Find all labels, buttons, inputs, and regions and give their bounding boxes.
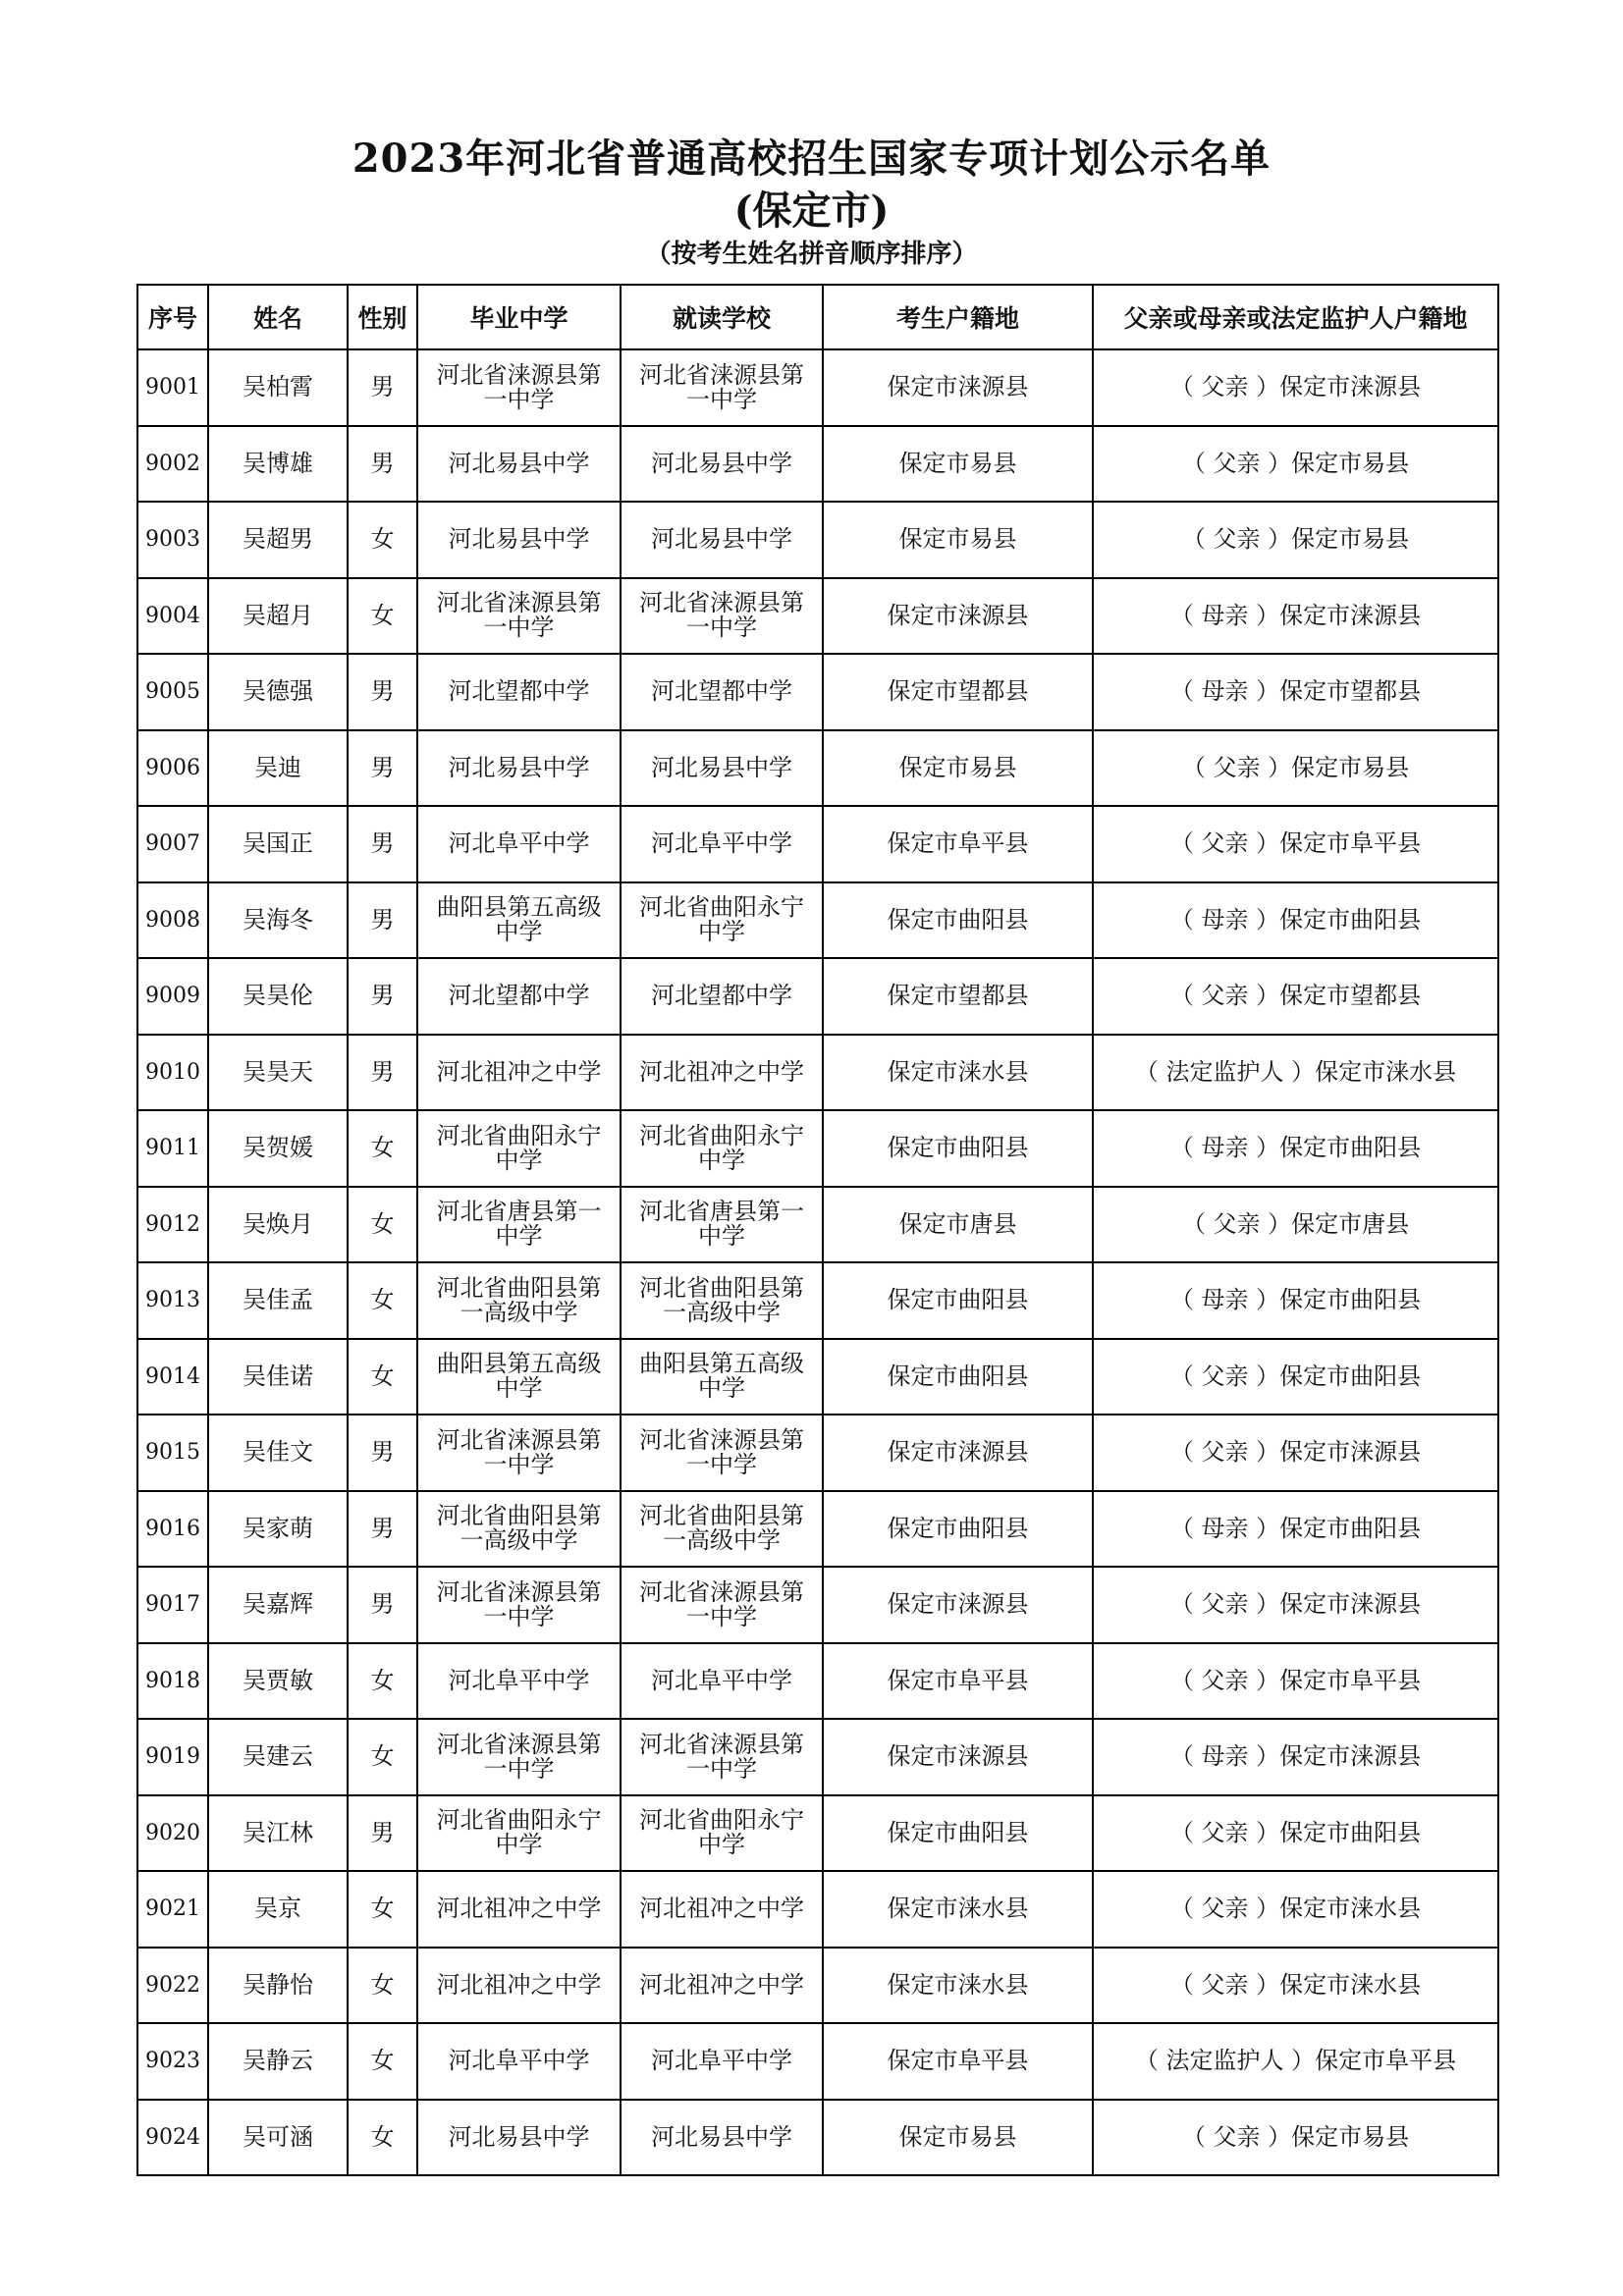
document-title: 2023年河北省普通高校招生国家专项计划公示名单 xyxy=(352,135,1271,182)
cell-index: 9014 xyxy=(137,1339,208,1415)
cell-guardian-hukou: （ 母亲 ）保定市涞源县 xyxy=(1093,578,1498,655)
cell-graduation-school: 河北省涞源县第一中学 xyxy=(417,1567,621,1643)
table-row xyxy=(137,958,1498,1035)
header-index: 序号 xyxy=(137,285,208,349)
cell-guardian-hukou: （ 法定监护人 ）保定市阜平县 xyxy=(1093,2023,1498,2100)
table-row xyxy=(137,1795,1498,1872)
cell-gender: 女 xyxy=(348,1948,417,2024)
cell-current-school: 河北省涞源县第一中学 xyxy=(621,1415,823,1491)
cell-graduation-school: 河北易县中学 xyxy=(417,426,621,503)
cell-graduation-school: 河北望都中学 xyxy=(417,958,621,1035)
cell-guardian-hukou: （ 母亲 ）保定市曲阳县 xyxy=(1093,1110,1498,1187)
cell-graduation-school: 河北阜平中学 xyxy=(417,806,621,882)
cell-current-school: 河北易县中学 xyxy=(621,426,823,503)
cell-current-school: 河北祖冲之中学 xyxy=(621,1035,823,1111)
cell-current-school: 河北祖冲之中学 xyxy=(621,1948,823,2024)
cell-gender: 男 xyxy=(348,958,417,1035)
cell-name: 吴静云 xyxy=(208,2023,348,2100)
cell-index: 9009 xyxy=(137,958,208,1035)
table-row xyxy=(137,806,1498,882)
cell-gender: 男 xyxy=(348,654,417,730)
cell-graduation-school: 曲阳县第五高级中学 xyxy=(417,882,621,959)
cell-graduation-school: 河北阜平中学 xyxy=(417,2023,621,2100)
table-row xyxy=(137,578,1498,655)
table-row xyxy=(137,1567,1498,1643)
cell-index: 9008 xyxy=(137,882,208,959)
table-row xyxy=(137,730,1498,807)
cell-current-school: 河北望都中学 xyxy=(621,958,823,1035)
cell-student-hukou: 保定市阜平县 xyxy=(823,806,1093,882)
cell-guardian-hukou: （ 父亲 ）保定市涞源县 xyxy=(1093,1415,1498,1491)
cell-current-school: 河北省曲阳永宁中学 xyxy=(621,1110,823,1187)
cell-student-hukou: 保定市阜平县 xyxy=(823,1643,1093,1720)
cell-guardian-hukou: （ 父亲 ）保定市涞源县 xyxy=(1093,349,1498,426)
cell-index: 9022 xyxy=(137,1948,208,2024)
cell-guardian-hukou: （ 父亲 ）保定市曲阳县 xyxy=(1093,1339,1498,1415)
table-row xyxy=(137,1339,1498,1415)
cell-current-school: 河北省曲阳永宁中学 xyxy=(621,1795,823,1872)
table-row xyxy=(137,2100,1498,2176)
cell-index: 9011 xyxy=(137,1110,208,1187)
cell-index: 9019 xyxy=(137,1719,208,1795)
cell-guardian-hukou: （ 父亲 ）保定市易县 xyxy=(1093,2100,1498,2176)
cell-index: 9003 xyxy=(137,502,208,578)
cell-student-hukou: 保定市涞水县 xyxy=(823,1948,1093,2024)
cell-graduation-school: 河北省涞源县第一中学 xyxy=(417,1415,621,1491)
cell-gender: 男 xyxy=(348,1795,417,1872)
cell-student-hukou: 保定市曲阳县 xyxy=(823,882,1093,959)
cell-name: 吴贺媛 xyxy=(208,1110,348,1187)
cell-student-hukou: 保定市曲阳县 xyxy=(823,1262,1093,1339)
cell-guardian-hukou: （ 母亲 ）保定市曲阳县 xyxy=(1093,1262,1498,1339)
cell-gender: 女 xyxy=(348,1187,417,1263)
table-row xyxy=(137,1415,1498,1491)
cell-name: 吴静怡 xyxy=(208,1948,348,2024)
header-gender: 性别 xyxy=(348,285,417,349)
cell-index: 9015 xyxy=(137,1415,208,1491)
table-row xyxy=(137,882,1498,959)
cell-guardian-hukou: （ 父亲 ）保定市曲阳县 xyxy=(1093,1795,1498,1872)
cell-guardian-hukou: （ 母亲 ）保定市曲阳县 xyxy=(1093,1491,1498,1568)
cell-graduation-school: 曲阳县第五高级中学 xyxy=(417,1339,621,1415)
table-row xyxy=(137,1187,1498,1263)
cell-index: 9012 xyxy=(137,1187,208,1263)
cell-index: 9002 xyxy=(137,426,208,503)
cell-index: 9013 xyxy=(137,1262,208,1339)
cell-graduation-school: 河北易县中学 xyxy=(417,730,621,807)
cell-student-hukou: 保定市涞源县 xyxy=(823,1567,1093,1643)
cell-student-hukou: 保定市易县 xyxy=(823,2100,1093,2176)
cell-guardian-hukou: （ 父亲 ）保定市涞水县 xyxy=(1093,1948,1498,2024)
table-row xyxy=(137,654,1498,730)
cell-gender: 女 xyxy=(348,1643,417,1720)
cell-name: 吴超男 xyxy=(208,502,348,578)
table-row xyxy=(137,1948,1498,2024)
cell-graduation-school: 河北祖冲之中学 xyxy=(417,1948,621,2024)
cell-current-school: 曲阳县第五高级中学 xyxy=(621,1339,823,1415)
cell-name: 吴京 xyxy=(208,1871,348,1948)
cell-index: 9018 xyxy=(137,1643,208,1720)
cell-name: 吴家萌 xyxy=(208,1491,348,1568)
cell-gender: 女 xyxy=(348,1719,417,1795)
cell-name: 吴佳文 xyxy=(208,1415,348,1491)
cell-gender: 女 xyxy=(348,578,417,655)
cell-index: 9020 xyxy=(137,1795,208,1872)
header-current-school: 就读学校 xyxy=(621,285,823,349)
cell-student-hukou: 保定市涞源县 xyxy=(823,1415,1093,1491)
table-body xyxy=(137,349,1498,2175)
table-row xyxy=(137,502,1498,578)
cell-student-hukou: 保定市曲阳县 xyxy=(823,1795,1093,1872)
cell-gender: 男 xyxy=(348,1491,417,1568)
cell-name: 吴贾敏 xyxy=(208,1643,348,1720)
cell-guardian-hukou: （ 父亲 ）保定市易县 xyxy=(1093,426,1498,503)
cell-name: 吴超月 xyxy=(208,578,348,655)
cell-guardian-hukou: （ 父亲 ）保定市阜平县 xyxy=(1093,806,1498,882)
cell-student-hukou: 保定市曲阳县 xyxy=(823,1110,1093,1187)
cell-index: 9007 xyxy=(137,806,208,882)
table-row xyxy=(137,1719,1498,1795)
cell-index: 9010 xyxy=(137,1035,208,1111)
cell-gender: 男 xyxy=(348,426,417,503)
cell-index: 9023 xyxy=(137,2023,208,2100)
cell-name: 吴嘉辉 xyxy=(208,1567,348,1643)
cell-index: 9001 xyxy=(137,349,208,426)
table-row xyxy=(137,1262,1498,1339)
cell-graduation-school: 河北易县中学 xyxy=(417,502,621,578)
cell-graduation-school: 河北祖冲之中学 xyxy=(417,1871,621,1948)
cell-name: 吴柏霄 xyxy=(208,349,348,426)
cell-current-school: 河北易县中学 xyxy=(621,502,823,578)
cell-guardian-hukou: （ 法定监护人 ）保定市涞水县 xyxy=(1093,1035,1498,1111)
table-row xyxy=(137,1871,1498,1948)
cell-guardian-hukou: （ 母亲 ）保定市曲阳县 xyxy=(1093,882,1498,959)
cell-student-hukou: 保定市涞水县 xyxy=(823,1871,1093,1948)
cell-graduation-school: 河北省涞源县第一中学 xyxy=(417,1719,621,1795)
cell-guardian-hukou: （ 父亲 ）保定市易县 xyxy=(1093,502,1498,578)
cell-student-hukou: 保定市易县 xyxy=(823,426,1093,503)
cell-current-school: 河北省涞源县第一中学 xyxy=(621,1567,823,1643)
cell-guardian-hukou: （ 母亲 ）保定市涞源县 xyxy=(1093,1719,1498,1795)
cell-gender: 男 xyxy=(348,882,417,959)
cell-gender: 男 xyxy=(348,1415,417,1491)
header-guardian-hukou: 父亲或母亲或法定监护人户籍地 xyxy=(1093,285,1498,349)
cell-student-hukou: 保定市涞水县 xyxy=(823,1035,1093,1111)
cell-index: 9021 xyxy=(137,1871,208,1948)
cell-name: 吴江林 xyxy=(208,1795,348,1872)
cell-guardian-hukou: （ 父亲 ）保定市望都县 xyxy=(1093,958,1498,1035)
document-subtitle: (保定市) xyxy=(733,187,890,234)
cell-student-hukou: 保定市望都县 xyxy=(823,654,1093,730)
cell-graduation-school: 河北省曲阳县第一高级中学 xyxy=(417,1262,621,1339)
table-row xyxy=(137,1035,1498,1111)
table-row xyxy=(137,1643,1498,1720)
cell-graduation-school: 河北省曲阳永宁中学 xyxy=(417,1795,621,1872)
cell-guardian-hukou: （ 父亲 ）保定市涞水县 xyxy=(1093,1871,1498,1948)
cell-student-hukou: 保定市阜平县 xyxy=(823,2023,1093,2100)
cell-gender: 女 xyxy=(348,1110,417,1187)
cell-guardian-hukou: （ 父亲 ）保定市涞源县 xyxy=(1093,1567,1498,1643)
cell-current-school: 河北易县中学 xyxy=(621,730,823,807)
cell-index: 9024 xyxy=(137,2100,208,2176)
table-row xyxy=(137,1110,1498,1187)
cell-graduation-school: 河北望都中学 xyxy=(417,654,621,730)
admission-list-table xyxy=(136,284,1499,2176)
cell-index: 9017 xyxy=(137,1567,208,1643)
table-header-row xyxy=(137,285,1498,349)
table-row xyxy=(137,1491,1498,1568)
cell-graduation-school: 河北祖冲之中学 xyxy=(417,1035,621,1111)
cell-graduation-school: 河北省涞源县第一中学 xyxy=(417,578,621,655)
cell-student-hukou: 保定市唐县 xyxy=(823,1187,1093,1263)
cell-gender: 女 xyxy=(348,1339,417,1415)
cell-graduation-school: 河北省唐县第一中学 xyxy=(417,1187,621,1263)
cell-name: 吴焕月 xyxy=(208,1187,348,1263)
cell-student-hukou: 保定市涞源县 xyxy=(823,349,1093,426)
cell-current-school: 河北阜平中学 xyxy=(621,806,823,882)
cell-name: 吴佳孟 xyxy=(208,1262,348,1339)
cell-current-school: 河北省涞源县第一中学 xyxy=(621,349,823,426)
cell-student-hukou: 保定市易县 xyxy=(823,730,1093,807)
cell-student-hukou: 保定市望都县 xyxy=(823,958,1093,1035)
cell-gender: 女 xyxy=(348,1871,417,1948)
cell-graduation-school: 河北省涞源县第一中学 xyxy=(417,349,621,426)
cell-index: 9016 xyxy=(137,1491,208,1568)
cell-guardian-hukou: （ 父亲 ）保定市唐县 xyxy=(1093,1187,1498,1263)
cell-name: 吴迪 xyxy=(208,730,348,807)
table-row xyxy=(137,2023,1498,2100)
table-row xyxy=(137,426,1498,503)
cell-graduation-school: 河北阜平中学 xyxy=(417,1643,621,1720)
cell-current-school: 河北阜平中学 xyxy=(621,2023,823,2100)
cell-gender: 女 xyxy=(348,1262,417,1339)
cell-name: 吴建云 xyxy=(208,1719,348,1795)
cell-gender: 男 xyxy=(348,730,417,807)
cell-gender: 男 xyxy=(348,1035,417,1111)
cell-gender: 女 xyxy=(348,2023,417,2100)
cell-graduation-school: 河北易县中学 xyxy=(417,2100,621,2176)
cell-name: 吴国正 xyxy=(208,806,348,882)
cell-gender: 男 xyxy=(348,349,417,426)
cell-current-school: 河北阜平中学 xyxy=(621,1643,823,1720)
cell-guardian-hukou: （ 父亲 ）保定市阜平县 xyxy=(1093,1643,1498,1720)
cell-current-school: 河北省唐县第一中学 xyxy=(621,1187,823,1263)
cell-current-school: 河北省涞源县第一中学 xyxy=(621,1719,823,1795)
cell-gender: 男 xyxy=(348,806,417,882)
cell-current-school: 河北望都中学 xyxy=(621,654,823,730)
cell-graduation-school: 河北省曲阳县第一高级中学 xyxy=(417,1491,621,1568)
cell-name: 吴海冬 xyxy=(208,882,348,959)
cell-student-hukou: 保定市曲阳县 xyxy=(823,1339,1093,1415)
cell-current-school: 河北省曲阳永宁中学 xyxy=(621,882,823,959)
sort-note: （按考生姓名拼音顺序排序） xyxy=(645,240,978,269)
cell-index: 9006 xyxy=(137,730,208,807)
cell-gender: 女 xyxy=(348,502,417,578)
header-name: 姓名 xyxy=(208,285,348,349)
cell-index: 9004 xyxy=(137,578,208,655)
cell-student-hukou: 保定市涞源县 xyxy=(823,578,1093,655)
cell-index: 9005 xyxy=(137,654,208,730)
cell-name: 吴昊伦 xyxy=(208,958,348,1035)
cell-current-school: 河北祖冲之中学 xyxy=(621,1871,823,1948)
table-row xyxy=(137,349,1498,426)
cell-gender: 女 xyxy=(348,2100,417,2176)
cell-name: 吴德强 xyxy=(208,654,348,730)
cell-gender: 男 xyxy=(348,1567,417,1643)
cell-name: 吴佳诺 xyxy=(208,1339,348,1415)
cell-current-school: 河北省涞源县第一中学 xyxy=(621,578,823,655)
cell-student-hukou: 保定市易县 xyxy=(823,502,1093,578)
cell-student-hukou: 保定市曲阳县 xyxy=(823,1491,1093,1568)
cell-guardian-hukou: （ 母亲 ）保定市望都县 xyxy=(1093,654,1498,730)
header-graduation-school: 毕业中学 xyxy=(417,285,621,349)
cell-current-school: 河北易县中学 xyxy=(621,2100,823,2176)
cell-student-hukou: 保定市涞源县 xyxy=(823,1719,1093,1795)
cell-current-school: 河北省曲阳县第一高级中学 xyxy=(621,1491,823,1568)
cell-guardian-hukou: （ 父亲 ）保定市易县 xyxy=(1093,730,1498,807)
cell-name: 吴昊天 xyxy=(208,1035,348,1111)
cell-graduation-school: 河北省曲阳永宁中学 xyxy=(417,1110,621,1187)
cell-name: 吴博雄 xyxy=(208,426,348,503)
cell-name: 吴可涵 xyxy=(208,2100,348,2176)
cell-current-school: 河北省曲阳县第一高级中学 xyxy=(621,1262,823,1339)
header-student-hukou: 考生户籍地 xyxy=(823,285,1093,349)
